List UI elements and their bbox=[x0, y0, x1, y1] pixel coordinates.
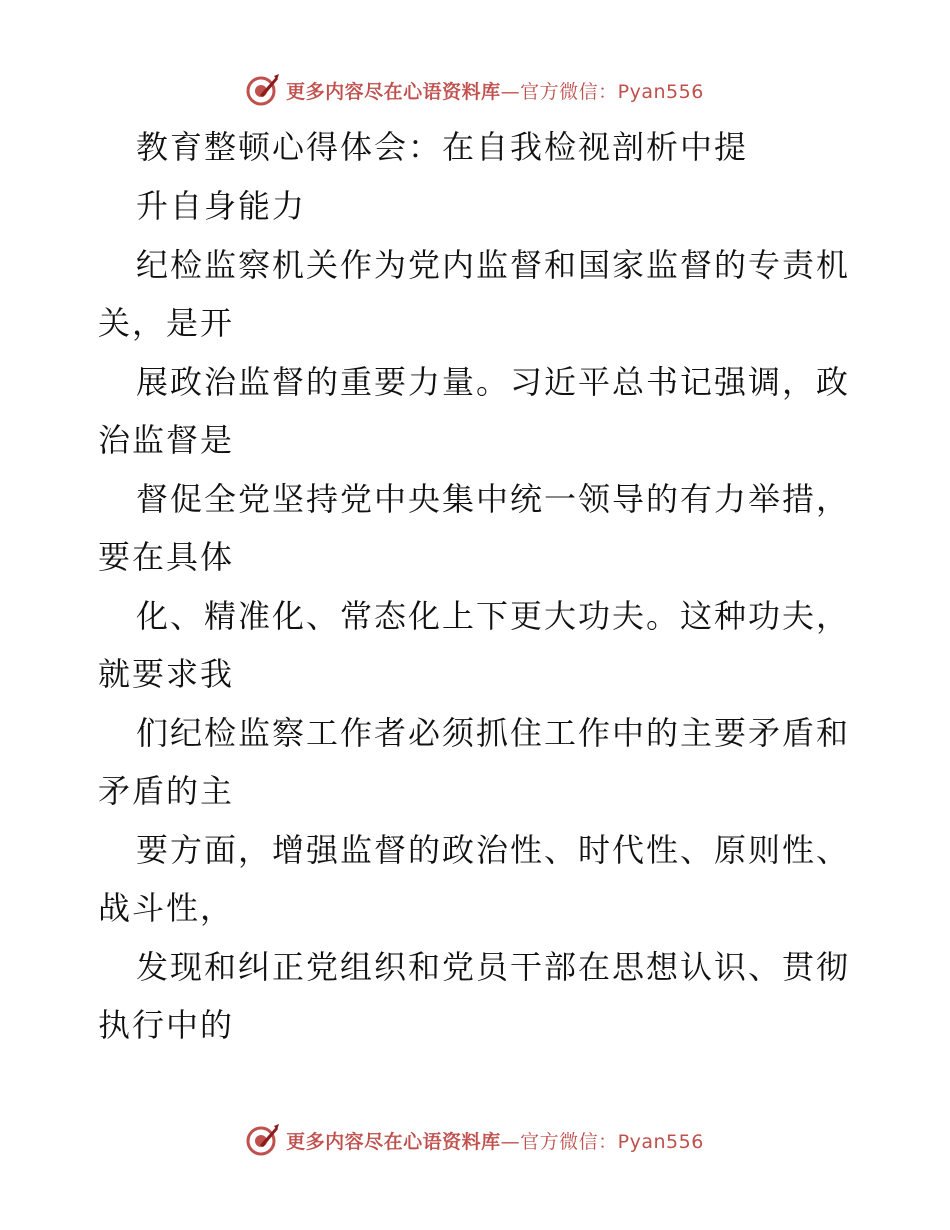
document-title-line-1: 教育整顿心得体会：在自我检视剖析中提 bbox=[136, 128, 749, 166]
document-title-line-2: 升自身能力 bbox=[136, 187, 307, 225]
paragraph-line: 们纪检监察工作者必须抓住工作中的主要矛盾和 bbox=[136, 714, 851, 752]
footer-banner-main: 更多内容尽在心语资料库 bbox=[286, 1130, 501, 1153]
paragraph-line: 执行中的 bbox=[98, 1006, 235, 1044]
paragraph-line: 展政治监督的重要力量。习近平总书记强调，政 bbox=[136, 363, 851, 401]
paragraph-line: 矛盾的主 bbox=[98, 772, 235, 810]
footer-banner-wechat: 官方微信：Pyan556 bbox=[520, 1130, 704, 1153]
paragraph-line: 发现和纠正党组织和党员干部在思想认识、贯彻 bbox=[136, 948, 851, 986]
footer-banner-text bbox=[286, 1127, 704, 1154]
footer-banner-inner bbox=[246, 1123, 704, 1157]
paragraph-line: 要在具体 bbox=[98, 538, 235, 576]
paragraph-line: 治监督是 bbox=[98, 421, 235, 459]
quill-logo-icon bbox=[246, 1123, 280, 1157]
footer-banner bbox=[0, 1120, 950, 1160]
paragraph-line: 战斗性， bbox=[98, 889, 235, 927]
paragraph-line: 就要求我 bbox=[98, 655, 235, 693]
footer-banner-separator: — bbox=[500, 1130, 521, 1153]
paragraph-line: 关，是开 bbox=[98, 304, 235, 342]
paragraph-line: 督促全党坚持党中央集中统一领导的有力举措， bbox=[136, 480, 851, 518]
header-banner-wechat: 官方微信：Pyan556 bbox=[520, 80, 704, 103]
header-banner-separator: — bbox=[500, 80, 521, 103]
paragraph-line: 纪检监察机关作为党内监督和国家监督的专责机 bbox=[136, 246, 851, 284]
header-banner-main: 更多内容尽在心语资料库 bbox=[286, 80, 501, 103]
paragraph-line: 化、精准化、常态化上下更大功夫。这种功夫， bbox=[136, 597, 851, 635]
paragraph-line: 要方面，增强监督的政治性、时代性、原则性、 bbox=[136, 831, 851, 869]
